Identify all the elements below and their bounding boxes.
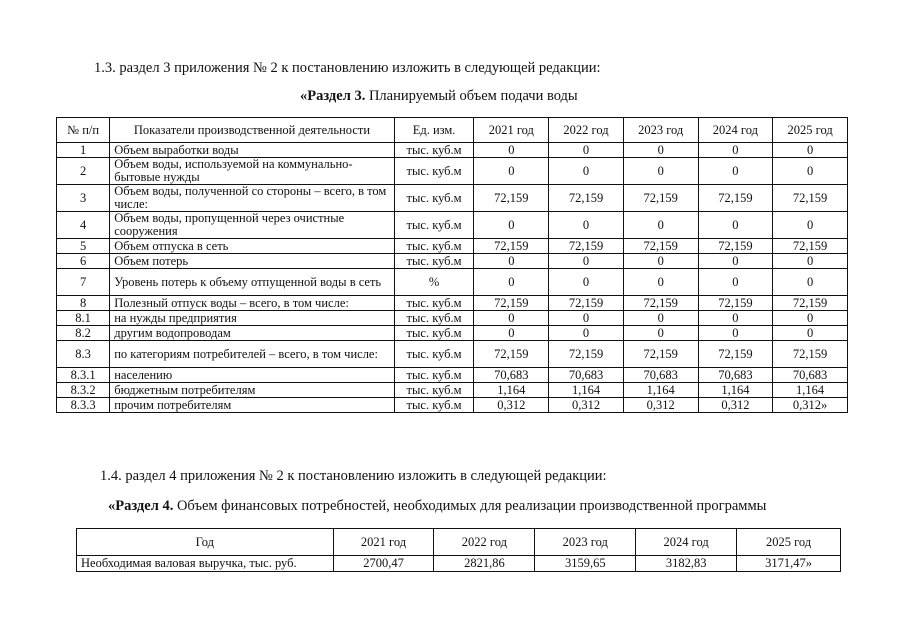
value-cell: 0 [773,158,848,185]
value-cell: 0 [623,143,698,158]
value-cell: 0 [623,254,698,269]
unit-cell: тыс. куб.м [394,398,474,413]
value-cell: 3159,65 [535,556,636,572]
paragraph-1-4: 1.4. раздел 4 приложения № 2 к постановлению изложить в следующей редакции: [100,468,607,484]
table-row [57,254,848,269]
section-4-title [108,498,766,515]
table-row [57,239,848,254]
value-cell: 72,159 [698,296,773,311]
section-3-text: Планируемый объем подачи воды [365,88,578,104]
value-cell: 72,159 [623,296,698,311]
value-cell: 1,164 [773,383,848,398]
header-cell: 2025 год [773,118,848,143]
value-cell: 3171,47» [737,556,841,572]
unit-cell: тыс. куб.м [394,212,474,239]
header-cell: Показатели производственной деятельности [110,118,394,143]
unit-cell: тыс. куб.м [394,326,474,341]
value-cell: 0 [698,212,773,239]
value-cell: 72,159 [474,341,549,368]
paragraph-1-3: 1.3. раздел 3 приложения № 2 к постановлению изложить в следующей редакции: [94,60,601,76]
value-cell: 0 [698,326,773,341]
header-cell: 2022 год [549,118,624,143]
table-row [57,143,848,158]
value-cell: 0 [698,254,773,269]
value-cell: 0 [773,269,848,296]
header-cell: Ед. изм. [394,118,474,143]
value-cell: 72,159 [474,296,549,311]
value-cell: 70,683 [773,368,848,383]
table-row [57,398,848,413]
value-cell: 0 [623,311,698,326]
row-number-cell: 8.2 [57,326,110,341]
value-cell: 0,312» [773,398,848,413]
unit-cell: тыс. куб.м [394,383,474,398]
value-cell: 72,159 [474,185,549,212]
unit-cell: тыс. куб.м [394,368,474,383]
value-cell: 0,312 [549,398,624,413]
indicator-cell: прочим потребителям [110,398,394,413]
value-cell: 0 [549,254,624,269]
value-cell: 1,164 [623,383,698,398]
indicator-cell: Объем отпуска в сеть [110,239,394,254]
table-row [57,158,848,185]
row-number-cell: 8.3 [57,341,110,368]
table-row [57,326,848,341]
value-cell: 72,159 [623,341,698,368]
table-header-row [77,529,841,556]
value-cell: 0 [549,269,624,296]
value-cell: 0 [474,212,549,239]
value-cell: 1,164 [698,383,773,398]
indicator-cell: другим водопроводам [110,326,394,341]
row-number-cell: 4 [57,212,110,239]
indicator-cell: Объем потерь [110,254,394,269]
value-cell: 0 [698,158,773,185]
value-cell: 1,164 [474,383,549,398]
value-cell: 72,159 [698,341,773,368]
value-cell: 0,312 [698,398,773,413]
value-cell: 0 [698,311,773,326]
row-number-cell: 8.1 [57,311,110,326]
value-cell: 72,159 [549,341,624,368]
indicator-cell: Объем воды, пропущенной через очистные сооружения [110,212,394,239]
value-cell: 72,159 [698,239,773,254]
value-cell: 72,159 [773,341,848,368]
row-number-cell: 8.3.3 [57,398,110,413]
value-cell: 72,159 [698,185,773,212]
header-cell: № п/п [57,118,110,143]
value-cell: 0 [773,212,848,239]
value-cell: 72,159 [623,239,698,254]
value-cell: 2821,86 [434,556,535,572]
indicator-cell: Объем выработки воды [110,143,394,158]
value-cell: 72,159 [549,239,624,254]
water-supply-table [56,117,848,413]
value-cell: 0 [623,212,698,239]
header-cell: 2021 год [474,118,549,143]
unit-cell: тыс. куб.м [394,254,474,269]
value-cell: 70,683 [549,368,624,383]
table-row [77,556,841,572]
table-row [57,185,848,212]
indicator-cell: Необходимая валовая выручка, тыс. руб. [77,556,334,572]
value-cell: 70,683 [474,368,549,383]
value-cell: 0 [549,143,624,158]
header-cell: Год [77,529,334,556]
financial-needs-table [76,528,841,572]
value-cell: 0,312 [474,398,549,413]
row-number-cell: 2 [57,158,110,185]
value-cell: 72,159 [623,185,698,212]
value-cell: 72,159 [773,296,848,311]
section-3-label: «Раздел 3. [300,88,366,104]
value-cell: 72,159 [474,239,549,254]
value-cell: 0 [698,269,773,296]
indicator-cell: по категориям потребителей – всего, в том числе: [110,341,394,368]
value-cell: 0 [474,158,549,185]
unit-cell: тыс. куб.м [394,296,474,311]
value-cell: 72,159 [549,296,624,311]
row-number-cell: 7 [57,269,110,296]
section-4-label: «Раздел 4. [108,498,174,514]
table-header-row [57,118,848,143]
header-cell: 2023 год [623,118,698,143]
value-cell: 70,683 [698,368,773,383]
row-number-cell: 3 [57,185,110,212]
value-cell: 3182,83 [636,556,737,572]
value-cell: 1,164 [549,383,624,398]
value-cell: 0 [549,212,624,239]
unit-cell: тыс. куб.м [394,158,474,185]
unit-cell: тыс. куб.м [394,239,474,254]
section-3-title [300,88,578,105]
unit-cell: тыс. куб.м [394,185,474,212]
value-cell: 0 [773,326,848,341]
value-cell: 0 [549,158,624,185]
value-cell: 72,159 [773,185,848,212]
unit-cell: тыс. куб.м [394,341,474,368]
header-cell: 2023 год [535,529,636,556]
unit-cell: тыс. куб.м [394,311,474,326]
section-4-text: Объем финансовых потребностей, необходимых для реализации производственной программы [173,498,767,514]
table-row [57,212,848,239]
row-number-cell: 8.3.2 [57,383,110,398]
value-cell: 0 [773,311,848,326]
row-number-cell: 6 [57,254,110,269]
indicator-cell: Полезный отпуск воды – всего, в том числе: [110,296,394,311]
value-cell: 72,159 [549,185,624,212]
table-row [57,311,848,326]
header-cell: 2021 год [333,529,434,556]
table-row [57,269,848,296]
table-row [57,296,848,311]
unit-cell: тыс. куб.м [394,143,474,158]
value-cell: 0 [474,311,549,326]
value-cell: 0 [474,269,549,296]
value-cell: 0 [549,326,624,341]
table-row [57,368,848,383]
table-row [57,341,848,368]
value-cell: 0 [773,143,848,158]
value-cell: 0 [698,143,773,158]
table-row [57,383,848,398]
header-cell: 2022 год [434,529,535,556]
indicator-cell: бюджетным потребителям [110,383,394,398]
value-cell: 70,683 [623,368,698,383]
header-cell: 2024 год [698,118,773,143]
value-cell: 0 [474,326,549,341]
value-cell: 0 [474,143,549,158]
indicator-cell: Объем воды, полученной со стороны – всего, в том числе: [110,185,394,212]
value-cell: 2700,47 [333,556,434,572]
value-cell: 0 [623,269,698,296]
row-number-cell: 8 [57,296,110,311]
indicator-cell: населению [110,368,394,383]
value-cell: 0 [623,158,698,185]
value-cell: 0 [474,254,549,269]
unit-cell: % [394,269,474,296]
value-cell: 0 [549,311,624,326]
row-number-cell: 5 [57,239,110,254]
header-cell: 2024 год [636,529,737,556]
indicator-cell: Уровень потерь к объему отпущенной воды в сеть [110,269,394,296]
row-number-cell: 8.3.1 [57,368,110,383]
indicator-cell: Объем воды, используемой на коммунально-бытовые нужды [110,158,394,185]
value-cell: 0 [623,326,698,341]
row-number-cell: 1 [57,143,110,158]
indicator-cell: на нужды предприятия [110,311,394,326]
value-cell: 0,312 [623,398,698,413]
value-cell: 72,159 [773,239,848,254]
header-cell: 2025 год [737,529,841,556]
value-cell: 0 [773,254,848,269]
